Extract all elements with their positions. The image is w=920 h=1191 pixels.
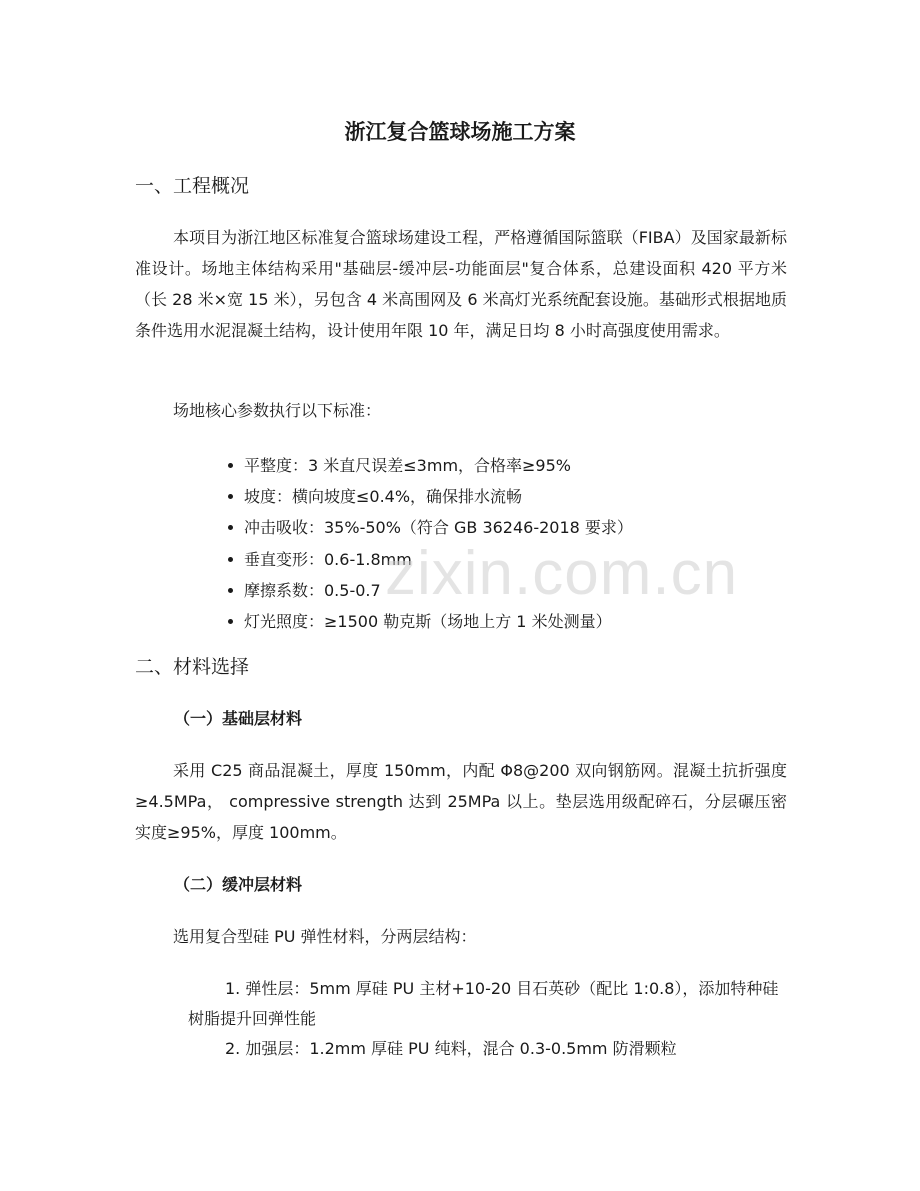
document-title: 浙江复合篮球场施工方案 [344, 120, 576, 144]
list-item: 2. 加强层：1.2mm 厚硅 PU 纯料，混合 0.3-0.5mm 防滑颗粒 [225, 1039, 677, 1058]
bullet-icon [228, 557, 233, 562]
bullet-icon [228, 619, 233, 624]
list-item: 平整度：3 米直尺误差≤3mm，合格率≥95% [222, 450, 633, 481]
buffer-intro: 选用复合型硅 PU 弹性材料，分两层结构： [173, 927, 477, 946]
parameters-intro: 场地核心参数执行以下标准： [173, 401, 382, 420]
foundation-paragraph: 采用 C25 商品混凝土，厚度 150mm，内配 Φ8@200 双向钢筋网。混凝土抗折强度≥4.5MPa， compressive strength 达到 25MPa 以上。垫层选用级配碎石，分层碾压密实度≥95%，厚度 100mm。 [135, 761, 787, 842]
section-heading-materials: 二、材料选择 [135, 656, 250, 678]
overview-paragraph: 本项目为浙江地区标准复合篮球场建设工程，严格遵循国际篮联（FIBA）及国家最新标准设计。场地主体结构采用"基础层-缓冲层-功能面层"复合体系，总建设面积 420 平方米（长 28 米×宽 15 米），另包含 4 米高围网及 6 米高灯光系统配套设施。基础形式根据地质条件选用水泥混凝土结构，设计使用年限 10 年，满足日均 8 小时高强度使用需求。 [135, 228, 787, 340]
buffer-layers-list [188, 974, 786, 1064]
bullet-icon [228, 525, 233, 530]
bullet-icon [228, 494, 233, 499]
bullet-icon [228, 463, 233, 468]
subsection-heading-foundation: （一）基础层材料 [174, 709, 303, 728]
subsection-heading-buffer: （二）缓冲层材料 [174, 875, 303, 894]
list-item: 灯光照度：≥1500 勒克斯（场地上方 1 米处测量） [222, 606, 633, 637]
list-item: 1. 弹性层：5mm 厚硅 PU 主材+10-20 目石英砂（配比 1:0.8），添加特种硅树脂提升回弹性能 [188, 979, 779, 1028]
bullet-icon [228, 588, 233, 593]
section-heading-overview: 一、工程概况 [135, 175, 250, 197]
list-item: 垂直变形：0.6-1.8mm [222, 544, 633, 575]
list-item: 摩擦系数：0.5-0.7 [222, 575, 633, 606]
list-item: 坡度：横向坡度≤0.4%，确保排水流畅 [222, 481, 633, 512]
list-item: 冲击吸收：35%-50%（符合 GB 36246-2018 要求） [222, 512, 633, 543]
watermark: zixin.com.cn [385, 539, 739, 608]
